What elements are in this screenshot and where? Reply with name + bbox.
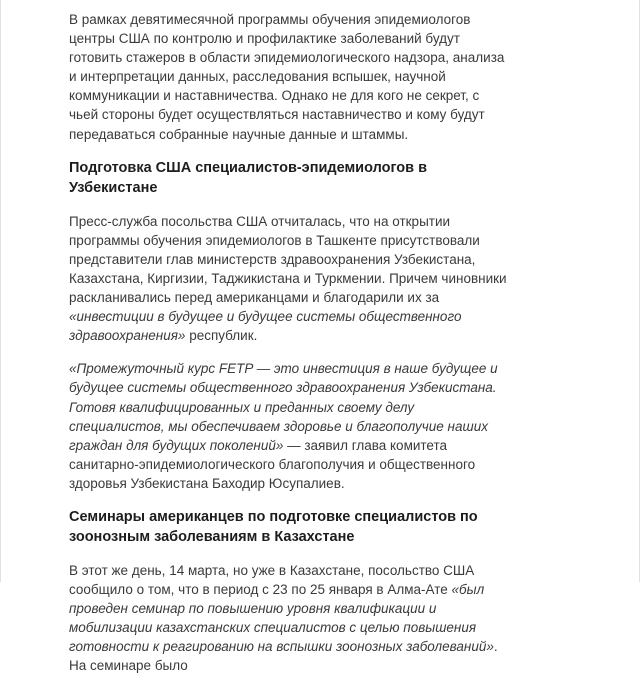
paragraph-kazakhstan-seminar (69, 561, 509, 676)
section-heading-uzbekistan: Подготовка США специалистов-эпидемиологов в Узбекистане (69, 159, 428, 196)
paragraph-kazakhstan-seminar-quote: «был проведен семинар по повышению уровня квалификации и мобилизации казахстанских специалистов с целью повышения готовности к реагированию на вспышки зоонозных заболеваний» (69, 582, 494, 655)
paragraph-official-quote (69, 359, 509, 493)
paragraph-embassy-report-text: Пресс-служба посольства США отчиталась, что на открытии программы обучения эпидемиологов в Ташкенте присутствовали представители глав министерств здравоохранения Узбекистана, Казахстана, Киргизии, Таджикистана и Туркмении. Причем чиновники раскланивались перед американцами и благодарили их за (69, 213, 507, 306)
article-body (69, 10, 509, 690)
paragraph-kazakhstan-seminar-end: . На семинаре было (69, 639, 498, 674)
paragraph-embassy-report (69, 212, 509, 346)
page-left-border (0, 0, 1, 582)
paragraph-embassy-report-end: республик. (185, 328, 258, 344)
section-heading-kazakhstan: Семинары американцев по подготовке специалистов по зоонозным заболеваниям в Казахстане (69, 508, 478, 545)
paragraph-official-quote-attribution: — заявил глава комитета санитарно-эпидемиологического благополучия и общественного здоровья Узбекистана Баходир Юсупалиев. (69, 437, 476, 491)
paragraph-program-description: В рамках девятимесячной программы обучения эпидемиологов центры США по контролю и профилактике заболеваний будут готовить стажеров в области эпидемиологического надзора, анализа и интерпретации данных, расследования вспышек, научной коммуникации и наставничества. Однако не для кого не секрет, с чьей стороны будет осуществляться наставничество и кому будут передаваться собранные научные данные и штаммы. (69, 12, 505, 142)
paragraph-embassy-report-quote: «инвестиции в будущее и будущее системы общественного здравоохранения» (69, 309, 462, 344)
paragraph-kazakhstan-seminar-text: В этот же день, 14 марта, но уже в Казахстане, посольство США сообщило о том, что в период с 23 по 25 января в Алма-Ате (69, 562, 475, 598)
paragraph-official-quote-text: «Промежуточный курс FETP — это инвестиция в наше будущее и будущее системы общественного здравоохранения Узбекистана. Готовя квалифицированных и преданных своему делу специалистов, мы обеспечиваем здоровье и благополучие наших граждан для будущих поколений» (69, 361, 498, 453)
